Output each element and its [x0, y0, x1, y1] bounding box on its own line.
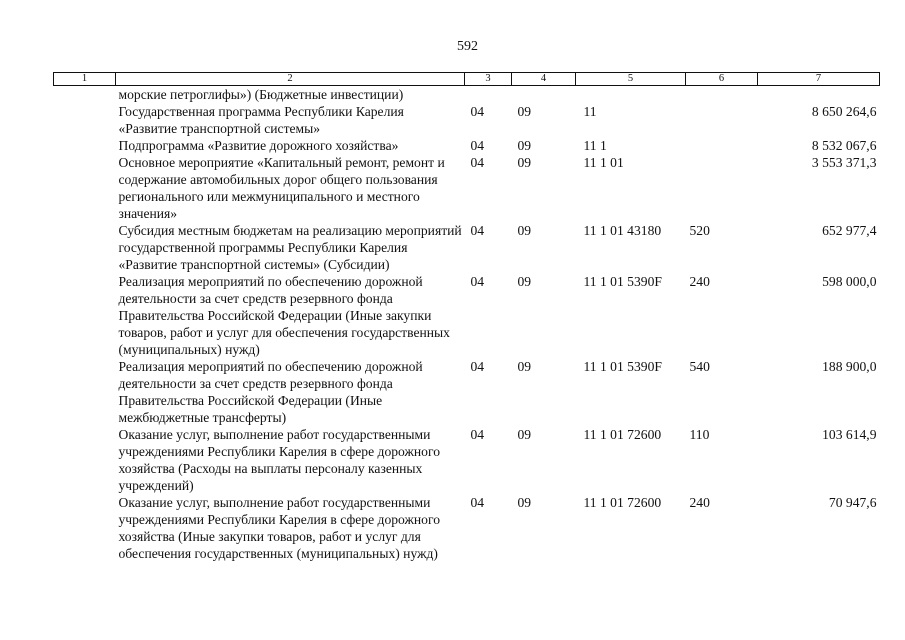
cell-expense-type — [686, 154, 758, 222]
cell-subsection: 09 — [517, 495, 532, 510]
cell-subsection: 09 — [517, 223, 532, 238]
cell-blank — [54, 494, 116, 562]
cell-subsection: 09 — [517, 274, 532, 289]
cell-subsection: 09 — [517, 427, 532, 442]
cell-blank — [54, 426, 116, 494]
cell-section: 04 — [470, 104, 485, 119]
cell-blank — [54, 222, 116, 273]
table-row — [54, 103, 880, 137]
cell-blank — [54, 103, 116, 137]
cell-subsection: 09 — [517, 155, 532, 170]
cell-target-article: 11 1 01 72600 — [583, 427, 662, 442]
cell-target-article — [576, 86, 686, 104]
cell-subsection: 09 — [517, 104, 532, 119]
cell-target-article: 11 — [583, 104, 597, 119]
header-row — [54, 73, 880, 86]
budget-table — [53, 72, 880, 562]
cell-name: Основное мероприятие «Капитальный ремонт, ремонт и содержание автомобильных дорог общего пользования регионального или межмуниципального и местного значения» — [118, 155, 445, 221]
cell-amount: 8 532 067,6 — [811, 138, 877, 153]
cell-amount: 188 900,0 — [822, 359, 877, 374]
table-row — [54, 426, 880, 494]
cell-name: Оказание услуг, выполнение работ государственными учреждениями Республики Карелия в сфере дорожного хозяйства (Иные закупки товаров, работ и услуг для обеспечения государственных (муниципальных) нужд) — [118, 495, 440, 561]
cell-section: 04 — [470, 155, 485, 170]
cell-expense-type: 520 — [689, 223, 710, 238]
cell-name: Государственная программа Республики Карелия «Развитие транспортной системы» — [118, 104, 404, 136]
header-col-6: 6 — [686, 73, 758, 86]
header-col-1: 1 — [54, 73, 116, 86]
cell-target-article: 11 1 01 72600 — [583, 495, 662, 510]
cell-amount: 70 947,6 — [828, 495, 877, 510]
header-col-4: 4 — [512, 73, 576, 86]
cell-name: Подпрограмма «Развитие дорожного хозяйства» — [118, 138, 399, 153]
cell-target-article: 11 1 01 5390F — [583, 274, 662, 289]
header-col-5: 5 — [576, 73, 686, 86]
cell-name: Оказание услуг, выполнение работ государственными учреждениями Республики Карелия в сфере дорожного хозяйства (Расходы на выплаты персоналу казенных учреждений) — [118, 427, 440, 493]
table-body — [54, 86, 880, 563]
cell-section: 04 — [470, 274, 485, 289]
table-row — [54, 137, 880, 154]
table-row — [54, 86, 880, 104]
cell-blank — [54, 137, 116, 154]
table-row — [54, 273, 880, 358]
page-number: 592 — [457, 39, 478, 54]
cell-amount: 103 614,9 — [822, 427, 877, 442]
cell-amount: 598 000,0 — [822, 274, 877, 289]
header-col-7: 7 — [758, 73, 880, 86]
header-col-2: 2 — [116, 73, 465, 86]
table-header — [54, 73, 880, 86]
cell-blank — [54, 273, 116, 358]
cell-blank — [54, 86, 116, 104]
cell-name: Реализация мероприятий по обеспечению дорожной деятельности за счет средств резервного фонда Правительства Российской Федерации (Иные закупки товаров, работ и услуг для обеспечения государственных (муниципальных) нужд) — [118, 274, 450, 357]
cell-expense-type — [686, 103, 758, 137]
cell-expense-type: 240 — [689, 495, 710, 510]
cell-amount: 3 553 371,3 — [811, 155, 877, 170]
cell-expense-type: 540 — [689, 359, 710, 374]
cell-expense-type: 110 — [689, 427, 710, 442]
cell-subsection: 09 — [517, 359, 532, 374]
cell-amount: 8 650 264,6 — [811, 104, 877, 119]
cell-target-article: 11 1 01 5390F — [583, 359, 662, 374]
cell-name: Субсидия местным бюджетам на реализацию мероприятий государственной программы Республики Карелия «Развитие транспортной системы» (Субсидии) — [118, 223, 462, 272]
cell-blank — [54, 358, 116, 426]
cell-amount: 652 977,4 — [822, 223, 877, 238]
cell-expense-type: 240 — [689, 274, 710, 289]
table-row — [54, 154, 880, 222]
cell-section: 04 — [470, 495, 485, 510]
cell-target-article: 11 1 01 — [583, 155, 624, 170]
cell-target-article: 11 1 01 43180 — [583, 223, 662, 238]
cell-name: морские петроглифы») (Бюджетные инвестиции) — [118, 87, 404, 102]
cell-section: 04 — [470, 359, 485, 374]
header-col-3: 3 — [465, 73, 512, 86]
cell-expense-type — [686, 137, 758, 154]
table-row — [54, 222, 880, 273]
cell-amount — [758, 86, 880, 104]
cell-section: 04 — [470, 223, 485, 238]
cell-expense-type — [686, 86, 758, 104]
table-row — [54, 494, 880, 562]
cell-target-article: 11 1 — [583, 138, 607, 153]
cell-subsection — [512, 86, 576, 104]
table-row — [54, 358, 880, 426]
cell-section: 04 — [470, 138, 485, 153]
cell-blank — [54, 154, 116, 222]
cell-name: Реализация мероприятий по обеспечению дорожной деятельности за счет средств резервного фонда Правительства Российской Федерации (Иные межбюджетные трансферты) — [118, 359, 423, 425]
cell-section: 04 — [470, 427, 485, 442]
cell-subsection: 09 — [517, 138, 532, 153]
cell-section — [465, 86, 512, 104]
